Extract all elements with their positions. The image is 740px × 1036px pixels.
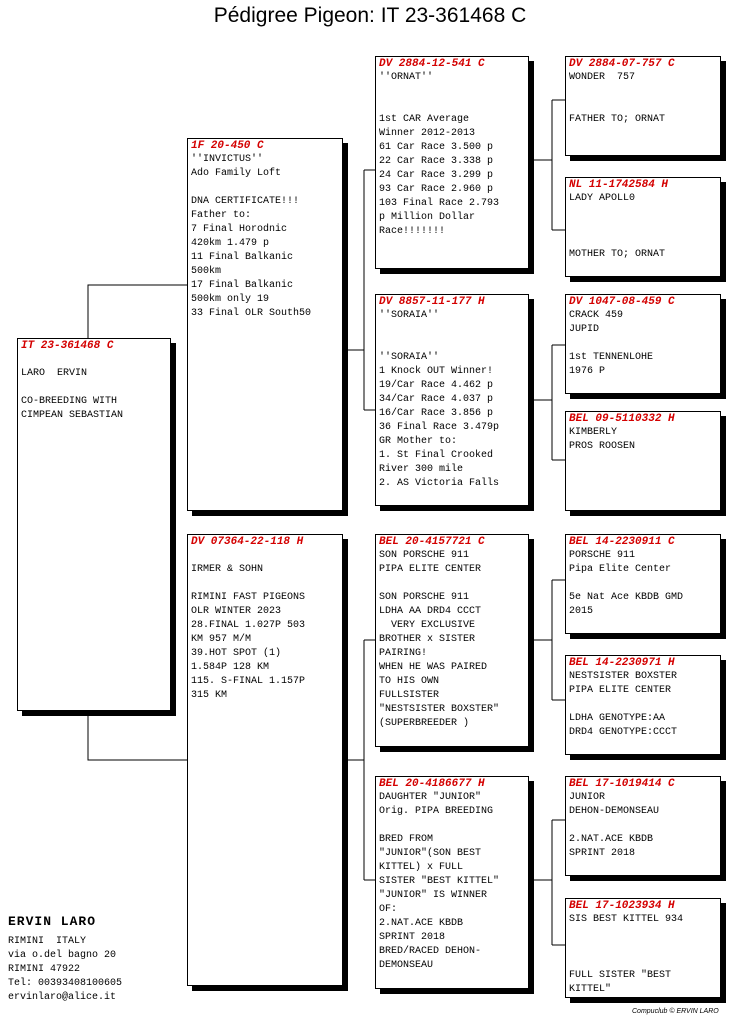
breeder-email: ervinlaro@alice.it bbox=[8, 992, 117, 1003]
dam-ring-number: DV 07364-22-118 H bbox=[191, 536, 304, 548]
dam-details: IRMER & SOHN RIMINI FAST PIGEONS OLR WINTER 2023 28.FINAL 1.027P 503 KM 957 M/M 39.HOT SPOT (1) 1.584P 128 KM 115. S-FINAL 1.157P 315 KM bbox=[191, 564, 306, 701]
dam-dam-sire-ring-number: BEL 17-1019414 C bbox=[569, 778, 675, 790]
sire-sire-card bbox=[375, 56, 529, 269]
sire-dam-dam-ring-number: BEL 09-5110332 H bbox=[569, 413, 675, 425]
dam-sire-card bbox=[375, 534, 529, 747]
sire-ring-number: 1F 20-450 C bbox=[191, 140, 264, 152]
sire-dam-dam-card bbox=[565, 411, 721, 511]
sire-dam-details: ''SORAIA'' ''SORAIA'' 1 Knock OUT Winner! 19/Car Race 4.462 p 34/Car Race 4.037 p 16/Car Race 3.856 p 36 Final Race 3.479p GR Mother to: 1. St Final Crooked River 300 mile 2. AS Victoria Falls bbox=[379, 310, 500, 489]
dam-sire-details: SON PORSCHE 911 PIPA ELITE CENTER SON PORSCHE 911 LDHA AA DRD4 CCCT VERY EXCLUSIVE BROTHER x SISTER PAIRING! WHEN HE WAS PAIRED TO HIS OWN FULLSISTER "NESTSISTER BOXSTER" (SUPERBREEDER ) bbox=[379, 550, 500, 729]
dam-sire-sire-ring-number: BEL 14-2230911 C bbox=[569, 536, 675, 548]
sire-sire-sire-details: WONDER 757 FATHER TO; ORNAT bbox=[569, 72, 666, 125]
dam-sire-sire-card bbox=[565, 534, 721, 634]
dam-card bbox=[187, 534, 343, 986]
sire-card bbox=[187, 138, 343, 511]
breeder-city: RIMINI 47922 bbox=[8, 964, 81, 975]
sire-sire-dam-card bbox=[565, 177, 721, 277]
dam-dam-dam-details: SIS BEST KITTEL 934 FULL SISTER "BEST KITTEL" bbox=[569, 914, 684, 995]
sire-sire-ring-number: DV 2884-12-541 C bbox=[379, 58, 485, 70]
dam-dam-card bbox=[375, 776, 529, 989]
dam-sire-ring-number: BEL 20-4157721 C bbox=[379, 536, 485, 548]
dam-dam-dam-ring-number: BEL 17-1023934 H bbox=[569, 900, 675, 912]
dam-dam-sire-details: JUNIOR DEHON-DEMONSEAU 2.NAT.ACE KBDB SPRINT 2018 bbox=[569, 792, 660, 859]
sire-dam-ring-number: DV 8857-11-177 H bbox=[379, 296, 485, 308]
sire-dam-card bbox=[375, 294, 529, 506]
sire-dam-dam-details: KIMBERLY PROS ROOSEN bbox=[569, 427, 636, 452]
dam-dam-ring-number: BEL 20-4186677 H bbox=[379, 778, 485, 790]
sire-dam-sire-ring-number: DV 1047-08-459 C bbox=[569, 296, 675, 308]
sire-sire-sire-ring-number: DV 2884-07-757 C bbox=[569, 58, 675, 70]
sire-dam-sire-card bbox=[565, 294, 721, 394]
dam-sire-sire-details: PORSCHE 911 Pipa Elite Center 5e Nat Ace KBDB GMD 2015 bbox=[569, 550, 684, 617]
dam-sire-dam-details: NESTSISTER BOXSTER PIPA ELITE CENTER LDHA GENOTYPE:AA DRD4 GENOTYPE:CCCT bbox=[569, 671, 678, 738]
breeder-phone: Tel: 00393408100605 bbox=[8, 978, 123, 989]
sire-dam-sire-details: CRACK 459 JUPID 1st TENNENLOHE 1976 P bbox=[569, 310, 654, 377]
dam-dam-sire-card bbox=[565, 776, 721, 876]
breeder-street: via o.del bagno 20 bbox=[8, 950, 117, 961]
dam-dam-details: DAUGHTER "JUNIOR" Orig. PIPA BREEDING BRED FROM "JUNIOR"(SON BEST KITTEL) x FULL SISTER "BEST KITTEL" "JUNIOR" IS WINNER OF: 2.NAT.ACE KBDB SPRINT 2018 BRED/RACED DEHON- DEMONSEAU bbox=[379, 792, 500, 971]
subject-card bbox=[17, 338, 171, 711]
subject-ring-number: IT 23-361468 C bbox=[21, 340, 114, 352]
sire-details: ''INVICTUS'' Ado Family Loft DNA CERTIFICATE!!! Father to: 7 Final Horodnic 420km 1.479 p 11 Final Balkanic 500km 17 Final Balkanic 500km only 19 33 Final OLR South50 bbox=[191, 154, 312, 319]
breeder-name: ERVIN LARO bbox=[8, 914, 97, 929]
breeder-location: RIMINI ITALY bbox=[8, 936, 87, 947]
page-title: Pédigree Pigeon: IT 23-361468 C bbox=[213, 4, 527, 27]
dam-sire-dam-ring-number: BEL 14-2230971 H bbox=[569, 657, 675, 669]
sire-sire-details: ''ORNAT'' 1st CAR Average Winner 2012-2013 61 Car Race 3.500 p 22 Car Race 3.338 p 24 Car Race 3.299 p 93 Car Race 2.960 p 103 Final Race 2.793 p Million Dollar Race!!!!!!! bbox=[379, 72, 500, 237]
breeder-info bbox=[8, 914, 122, 1005]
subject-details: LARO ERVIN CO-BREEDING WITH CIMPEAN SEBASTIAN bbox=[21, 368, 124, 421]
sire-sire-dam-details: LADY APOLL0 MOTHER TO; ORNAT bbox=[569, 193, 666, 260]
sire-sire-dam-ring-number: NL 11-1742584 H bbox=[569, 179, 669, 191]
dam-sire-dam-card bbox=[565, 655, 721, 755]
dam-dam-dam-card bbox=[565, 898, 721, 998]
footer-credit: Compuclub © ERVIN LARO bbox=[632, 1008, 719, 1015]
sire-sire-sire-card bbox=[565, 56, 721, 156]
